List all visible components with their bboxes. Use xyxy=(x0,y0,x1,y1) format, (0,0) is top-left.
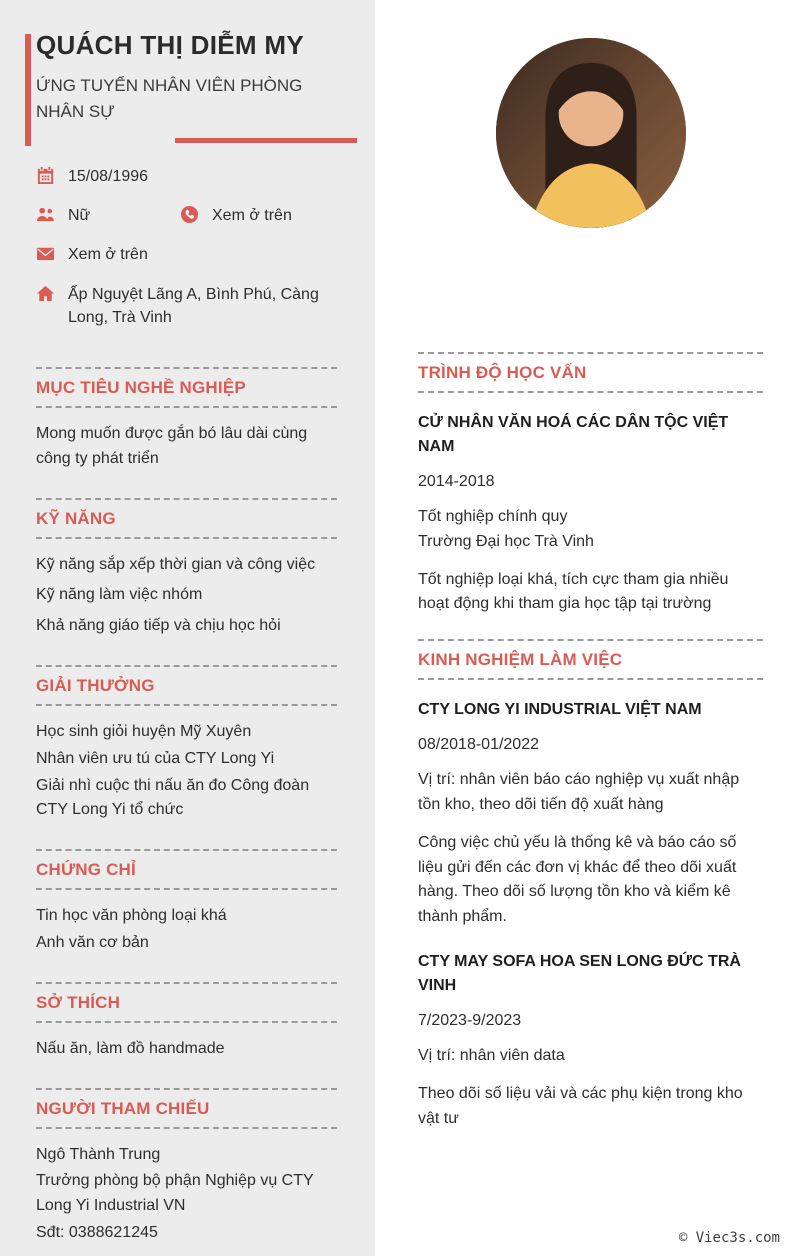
contact-row-address xyxy=(36,275,337,337)
profile-photo xyxy=(496,38,686,228)
site-credit: © Viec3s.com xyxy=(678,1230,780,1246)
job-entry xyxy=(418,950,763,1131)
candidate-name: QUÁCH THỊ DIỄM MY xyxy=(36,30,304,60)
email-icon xyxy=(36,244,55,263)
contact-row-gender-phone xyxy=(36,196,337,235)
address-value: Ấp Nguyệt Lãng A, Bình Phú, Càng Long, Trà Vinh xyxy=(68,285,319,326)
phone-cell xyxy=(180,204,292,227)
name-block xyxy=(36,30,337,143)
section-heading-awards: GIẢI THƯỞNG xyxy=(36,665,337,706)
email-value: Xem ở trên xyxy=(68,246,148,264)
phone-icon xyxy=(180,205,199,224)
title-underline xyxy=(175,138,357,143)
job-company: CTY MAY SOFA HOA SEN LONG ĐỨC TRÀ VINH xyxy=(418,952,741,994)
left-column xyxy=(0,0,375,1256)
education-degree: CỬ NHÂN VĂN HOÁ CÁC DÂN TỘC VIỆT NAM xyxy=(418,414,729,455)
job-period: 08/2018-01/2022 xyxy=(418,736,539,754)
section-objective xyxy=(36,367,337,472)
award-item: Học sinh giỏi huyện Mỹ Xuyên xyxy=(36,722,252,740)
education-line: Tốt nghiệp chính quy xyxy=(418,508,568,525)
hobby-text: Nấu ăn, làm đồ handmade xyxy=(36,1039,225,1057)
gender-icon xyxy=(36,205,55,224)
section-education xyxy=(418,352,763,617)
education-line: Trường Đại học Trà Vinh xyxy=(418,532,594,550)
section-heading-education: TRÌNH ĐỘ HỌC VẤN xyxy=(418,352,763,393)
gender-value: Nữ xyxy=(68,207,91,225)
applied-position: ỨNG TUYỂN NHÂN VIÊN PHÒNG NHÂN SỰ xyxy=(36,76,303,121)
job-company: CTY LONG YI INDUSTRIAL VIỆT NAM xyxy=(418,701,702,719)
certificate-item: Anh văn cơ bản xyxy=(36,933,149,951)
job-role: Vị trí: nhân viên báo cáo nghiệp vụ xuất nhập tồn kho, theo dõi tiến độ xuất hàng xyxy=(418,771,740,813)
section-awards xyxy=(36,665,337,823)
job-role: Vị trí: nhân viên data xyxy=(418,1046,565,1064)
section-heading-certificates: CHỨNG CHỈ xyxy=(36,849,337,890)
contact-row-dob xyxy=(36,157,337,196)
objective-text: Mong muốn được gắn bó lâu dài cùng công ty phát triển xyxy=(36,424,308,467)
section-heading-objective: MỤC TIÊU NGHỀ NGHIỆP xyxy=(36,367,337,408)
photo-wrap xyxy=(418,0,763,228)
section-heading-hobbies: SỞ THÍCH xyxy=(36,982,337,1023)
education-period: 2014-2018 xyxy=(418,473,495,490)
gender-cell xyxy=(36,204,180,227)
certificate-item: Tin học văn phòng loại khá xyxy=(36,907,227,925)
section-skills xyxy=(36,498,337,639)
award-item: Nhân viên ưu tú của CTY Long Yi xyxy=(36,749,275,767)
reference-phone: Sđt: 0388621245 xyxy=(36,1223,158,1241)
skill-item: Khả năng giáo tiếp và chịu học hỏi xyxy=(36,617,281,635)
calendar-icon xyxy=(36,166,55,185)
home-icon xyxy=(36,284,55,303)
education-note: Tốt nghiệp loại khá, tích cực tham gia nhiều hoạt động khi tham gia học tập tại trường xyxy=(418,570,729,613)
reference-name: Ngô Thành Trung xyxy=(36,1145,161,1163)
contact-list xyxy=(36,157,337,337)
right-column xyxy=(375,0,800,1256)
accent-bar xyxy=(25,34,31,146)
section-heading-skills: KỸ NĂNG xyxy=(36,498,337,539)
job-period: 7/2023-9/2023 xyxy=(418,1011,522,1029)
job-description: Theo dõi số liệu vải và các phụ kiện trong kho vật tư xyxy=(418,1084,743,1127)
profile-photo-placeholder xyxy=(496,38,686,228)
section-experience xyxy=(418,639,763,1131)
section-heading-experience: KINH NGHIỆM LÀM VIỆC xyxy=(418,639,763,680)
contact-row-email xyxy=(36,235,337,274)
phone-value: Xem ở trên xyxy=(212,207,292,225)
job-entry xyxy=(418,698,763,930)
dob-value: 15/08/1996 xyxy=(68,168,149,185)
award-item: Giải nhì cuộc thi nấu ăn đo Công đoàn CTY Long Yi tổ chức xyxy=(36,776,310,819)
section-certificates xyxy=(36,849,337,956)
section-heading-references: NGƯỜI THAM CHIẾU xyxy=(36,1088,337,1129)
skill-item: Kỹ năng làm việc nhóm xyxy=(36,586,203,604)
section-references xyxy=(36,1088,337,1246)
job-description: Công việc chủ yếu là thống kê và báo cáo số liệu gửi đến các đơn vị khác để theo dõi xuất hàng. Theo dõi số lượng tồn kho và kiểm kê thành phẩm. xyxy=(418,833,737,926)
skill-item: Kỹ năng sắp xếp thời gian và công việc xyxy=(36,555,316,573)
reference-title: Trưởng phòng bộ phận Nghiệp vụ CTY Long Yi Industrial VN xyxy=(36,1172,314,1215)
section-hobbies xyxy=(36,982,337,1062)
